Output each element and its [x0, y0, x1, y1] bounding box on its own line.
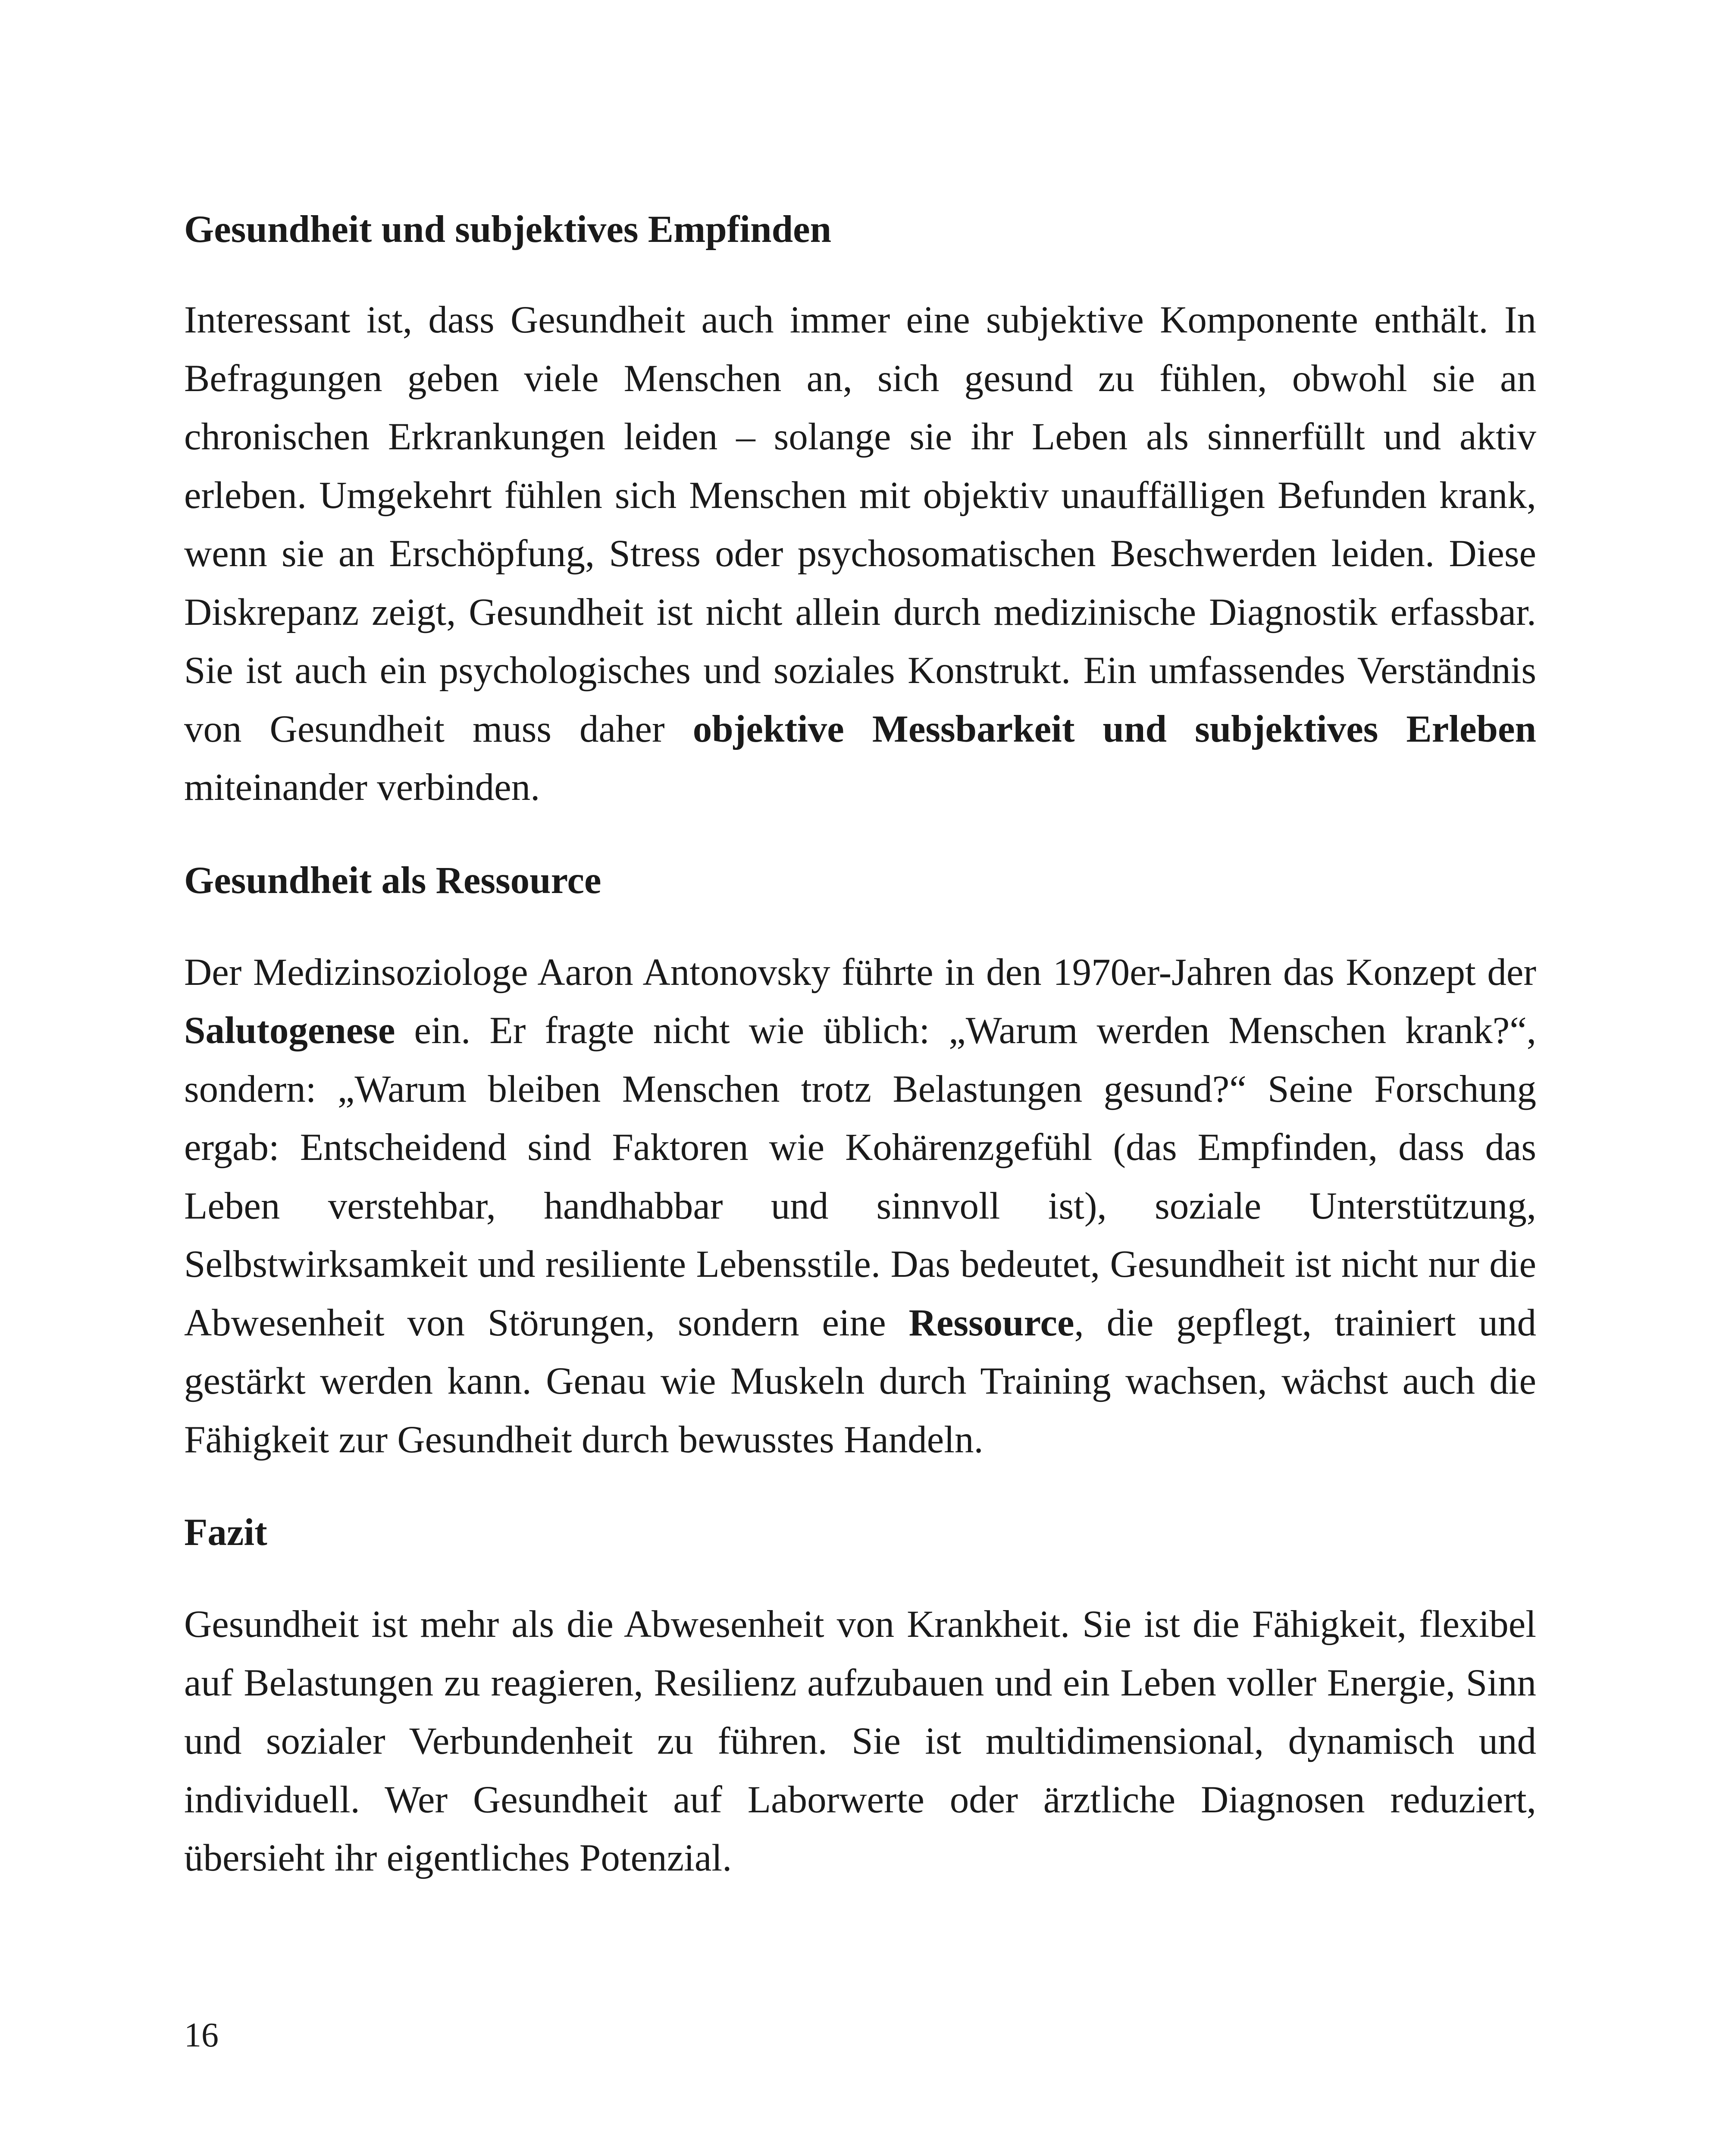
page-number: 16 — [184, 2016, 219, 2054]
section-paragraph — [184, 291, 1536, 817]
paragraph-text: , die gepflegt, trainiert und gestärkt werden kann. Genau wie Muskeln durch Training wachsen, wächst auch die Fähigkeit zur Gesundheit durch bewusstes Handeln. — [184, 1301, 1537, 1461]
paragraph-text: miteinander verbinden. — [184, 766, 540, 808]
paragraph-text: Der Medizinsoziologe Aaron Antonovsky führte in den 1970er-Jahren das Konzept der — [184, 951, 1536, 993]
paragraph-text: Interessant ist, dass Gesundheit auch immer eine subjektive Komponente enthält. In Befragungen geben viele Menschen an, sich gesund zu fühlen, obwohl sie an chronischen Erkrankungen leiden – solange sie ihr Leben als sinnerfüllt und aktiv erleben. Umgekehrt fühlen sich Menschen mit objektiv unauffälligen Befunden krank, wenn sie an Erschöpfung, Stress oder psychosomatischen Beschwerden leiden. Diese Diskrepanz zeigt, Gesundheit ist nicht allein durch medizinische Diagnostik erfassbar. Sie ist auch ein psychologisches und soziales Konstrukt. Ein umfassendes Verständnis von Gesundheit muss daher — [184, 299, 1536, 750]
section-heading: Gesundheit und subjektives Empfinden — [184, 208, 832, 251]
section-heading: Fazit — [184, 1511, 267, 1554]
paragraph-text: Gesundheit ist mehr als die Abwesenheit von Krankheit. Sie ist die Fähigkeit, flexibel auf Belastungen zu reagieren, Resilienz aufzubauen und ein Leben voller Energie, Sinn und sozialer Verbundenheit zu führen. Sie ist multidimensional, dynamisch und individuell. Wer Gesundheit auf Laborwerte oder ärztliche Diagnosen reduziert, übersieht ihr eigentliches Potenzial. — [184, 1603, 1536, 1879]
paragraph-text: ein. Er fragte nicht wie üblich: „Warum werden Menschen krank?“, sondern: „Warum bleiben Menschen trotz Belastungen gesund?“ Seine Forschung ergab: Entscheidend sind Faktoren wie Kohärenzgefühl (das Empfinden, dass das Leben verstehbar, handhabbar und sinnvoll ist), soziale Unterstützung, Selbstwirksamkeit und resiliente Lebensstile. Das bedeutet, Gesundheit ist nicht nur die Abwesenheit von Störungen, sondern eine — [184, 1009, 1536, 1344]
section-paragraph — [184, 1595, 1536, 1888]
bold-term: Ressource — [908, 1301, 1074, 1344]
bold-term: Salutogenese — [184, 1009, 395, 1052]
section-heading: Gesundheit als Ressource — [184, 859, 601, 902]
section-paragraph — [184, 943, 1536, 1470]
page-body — [184, 201, 1536, 1888]
bold-phrase: objektive Messbarkeit und subjektives Erleben — [692, 708, 1536, 750]
